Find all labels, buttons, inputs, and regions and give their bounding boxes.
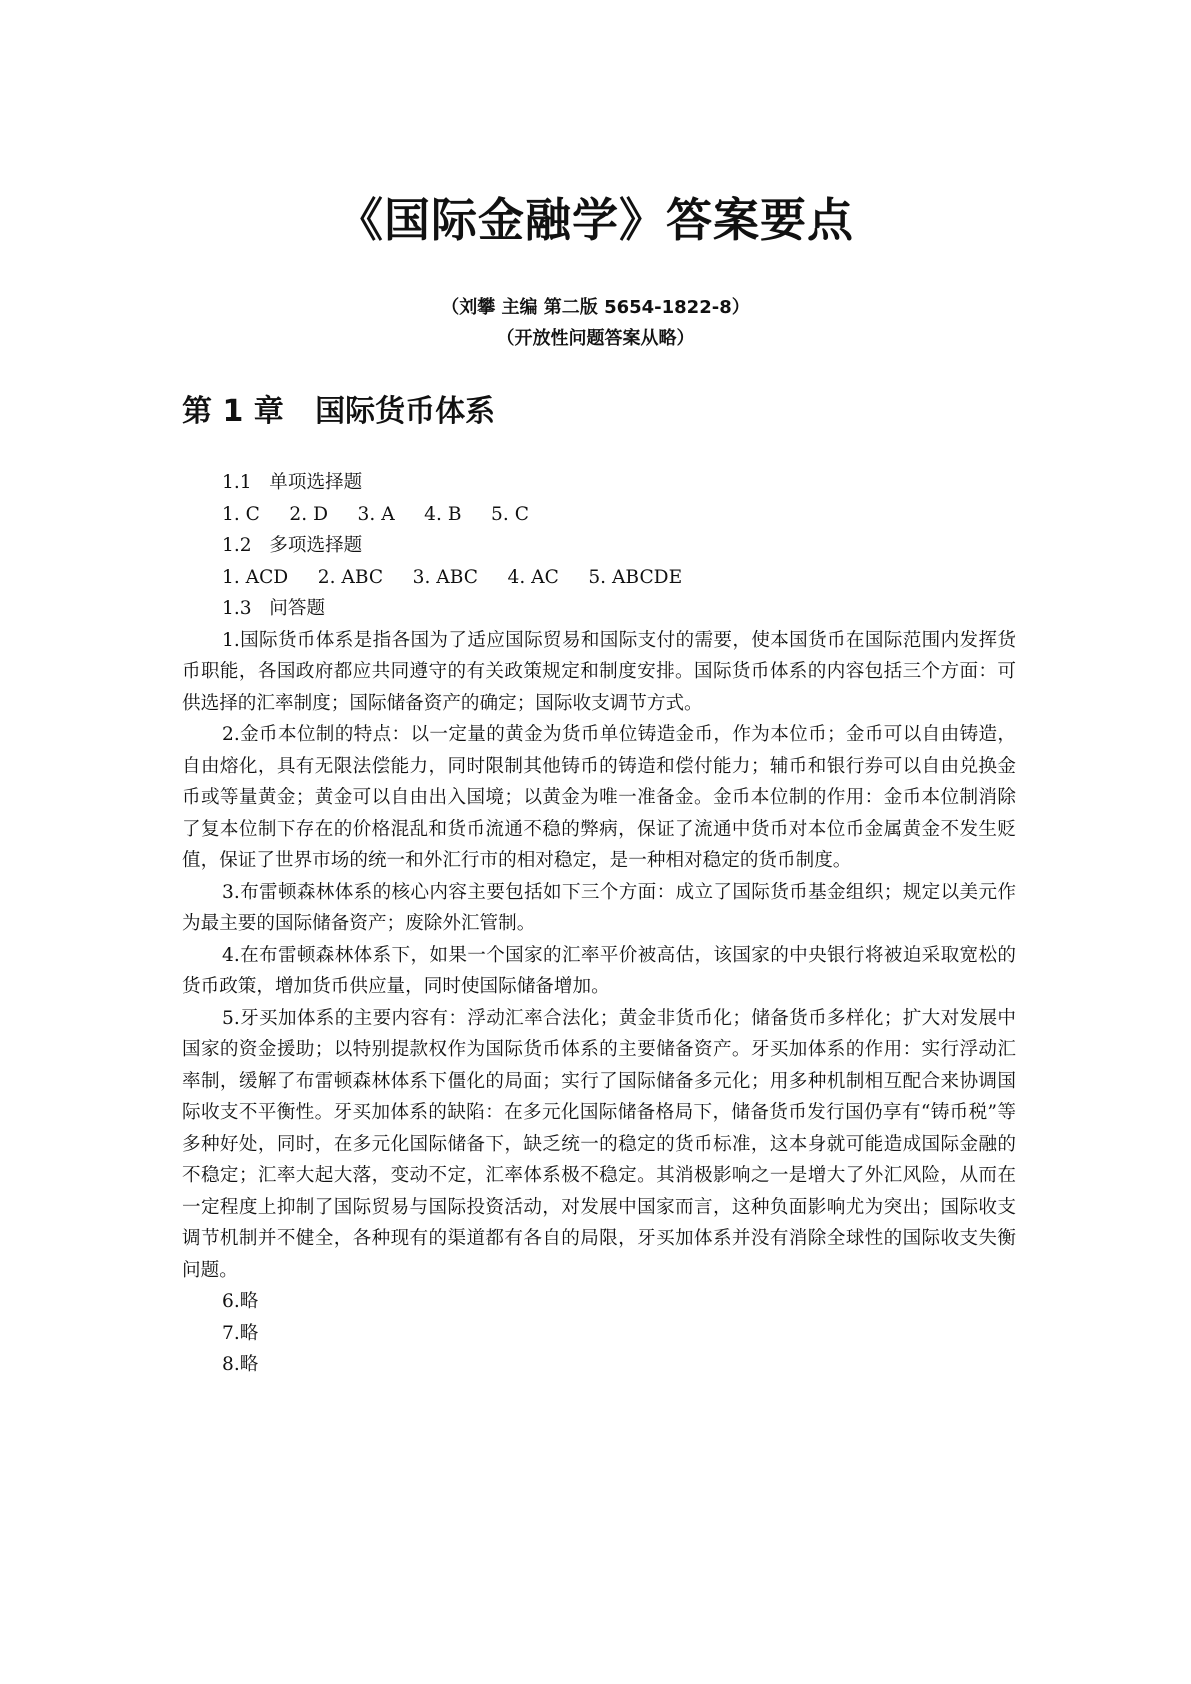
edition-info: （刘攀 主编 第二版 5654-1822-8） <box>441 297 750 318</box>
multi-choice-heading: 1.2 多项选择题 <box>222 535 363 556</box>
single-choice-answers: 1. C 2. D 3. A 4. B 5. C <box>222 503 529 525</box>
single-choice-heading: 1.1 单项选择题 <box>222 472 363 493</box>
answer-4: 4.在布雷顿森林体系下，如果一个国家的汇率平价被高估，该国家的中央银行将被迫采取宽松的货币政策，增加货币供应量，同时使国际储备增加。 <box>182 944 1016 997</box>
answer-2: 2.金币本位制的特点：以一定量的黄金为货币单位铸造金币，作为本位币；金币可以自由铸造，自由熔化，具有无限法偿能力，同时限制其他铸币的铸造和偿付能力；辅币和银行券可以自由兑换金币或等量黄金；黄金可以自由出入国境；以黄金为唯一准备金。金币本位制的作用：金币本位制消除了复本位制下存在的价格混乱和货币流通不稳的弊病，保证了流通中货币对本位币金属黄金不发生贬值，保证了世界市场的统一和外汇行市的相对稳定，是一种相对稳定的货币制度。 <box>182 724 1016 871</box>
scope-note: （开放性问题答案从略） <box>496 328 695 349</box>
chapter-heading: 第 1 章 国际货币体系 <box>182 394 496 429</box>
answer-7: 7.略 <box>222 1322 259 1344</box>
document-title: 《国际金融学》答案要点 <box>337 193 854 247</box>
answer-5: 5.牙买加体系的主要内容有：浮动汇率合法化；黄金非货币化；储备货币多样化；扩大对发展中国家的资金援助；以特别提款权作为国际货币体系的主要储备资产。牙买加体系的作用：实行浮动汇率制，缓解了布雷顿森林体系下僵化的局面；实行了国际储备多元化；用多种机制相互配合来协调国际收支不平衡性。牙买加体系的缺陷：在多元化国际储备格局下，储备货币发行国仍享有“铸币税”等多种好处，同时，在多元化国际储备下，缺乏统一的稳定的货币标准，这本身就可能造成国际金融的不稳定；汇率大起大落，变动不定，汇率体系极不稳定。其消极影响之一是增大了外汇风险，从而在一定程度上抑制了国际贸易与国际投资活动，对发展中国家而言，这种负面影响尤为突出；国际收支调节机制并不健全，各种现有的渠道都有各自的局限，牙买加体系并没有消除全球性的国际收支失衡问题。 <box>182 1007 1016 1281</box>
qa-heading: 1.3 问答题 <box>222 598 326 619</box>
chapter-body <box>182 467 1016 1381</box>
multi-choice-answers: 1. ACD 2. ABC 3. ABC 4. AC 5. ABCDE <box>222 566 683 588</box>
answer-8: 8.略 <box>222 1354 259 1375</box>
answer-1: 1.国际货币体系是指各国为了适应国际贸易和国际支付的需要，使本国货币在国际范围内发挥货币职能，各国政府都应共同遵守的有关政策规定和制度安排。国际货币体系的内容包括三个方面：可供选择的汇率制度；国际储备资产的确定；国际收支调节方式。 <box>182 629 1016 714</box>
answer-6: 6.略 <box>222 1291 259 1312</box>
answer-3: 3.布雷顿森林体系的核心内容主要包括如下三个方面：成立了国际货币基金组织；规定以美元作为最主要的国际储备资产；废除外汇管制。 <box>182 881 1016 934</box>
